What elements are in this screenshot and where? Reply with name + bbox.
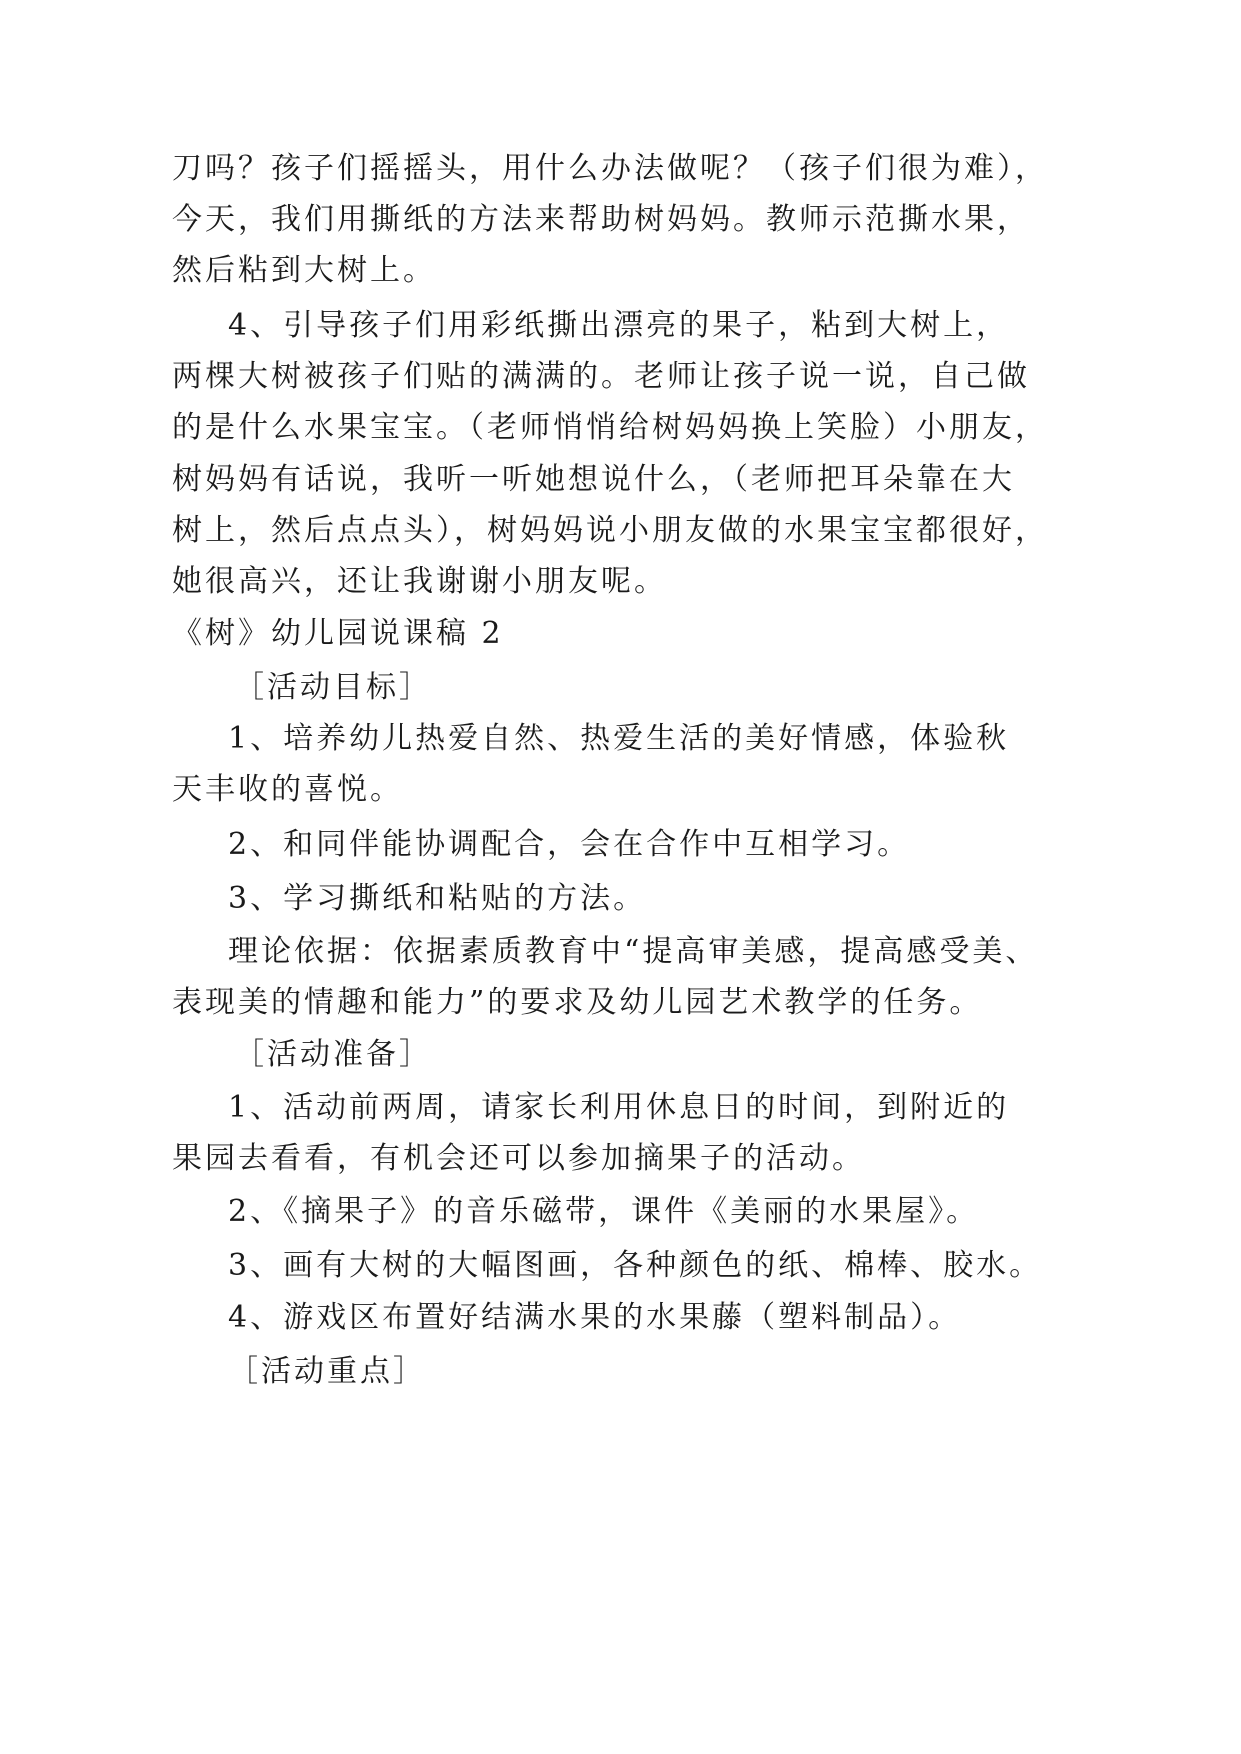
text-line: 1、培养幼儿热爱自然、热爱生活的美好情感，体验秋 (228, 721, 1010, 756)
text-line: 今天，我们用撕纸的方法来帮助树妈妈。教师示范撕水果， (172, 202, 1030, 237)
section-heading: 《树》幼儿园说课稿 2 (172, 616, 504, 651)
text-line: 她很高兴，还让我谢谢小朋友呢。 (172, 564, 667, 599)
subsection-heading: ［活动准备］ (234, 1037, 432, 1072)
text-line: 刀吗？孩子们摇摇头，用什么办法做呢？（孩子们很为难）， (172, 151, 1048, 186)
text-line: 1、活动前两周，请家长利用休息日的时间，到附近的 (228, 1090, 1010, 1125)
text-line: 4、游戏区布置好结满水果的水果藤（塑料制品）。 (228, 1300, 962, 1335)
text-line: 然后粘到大树上。 (172, 253, 436, 288)
text-line: 天丰收的喜悦。 (172, 772, 403, 807)
text-line: 4、引导孩子们用彩纸撕出漂亮的果子，粘到大树上， (228, 308, 1010, 343)
text-line: 果园去看看，有机会还可以参加摘果子的活动。 (172, 1141, 865, 1176)
text-line: 2、《摘果子》的音乐磁带，课件《美丽的水果屋》。 (228, 1194, 980, 1229)
subsection-heading: ［活动重点］ (228, 1354, 426, 1389)
text-line: 的是什么水果宝宝。（老师悄悄给树妈妈换上笑脸）小朋友， (172, 410, 1048, 445)
text-line: 表现美的情趣和能力”的要求及幼儿园艺术教学的任务。 (172, 985, 983, 1020)
text-line: 树妈妈有话说，我听一听她想说什么，（老师把耳朵靠在大 (172, 462, 1015, 497)
text-line: 3、学习撕纸和粘贴的方法。 (228, 881, 647, 916)
text-line: 两棵大树被孩子们贴的满满的。老师让孩子说一说，自己做 (172, 359, 1030, 394)
subsection-heading: ［活动目标］ (234, 670, 432, 705)
text-line: 2、和同伴能协调配合，会在合作中互相学习。 (228, 827, 911, 862)
text-line: 理论依据：依据素质教育中“提高审美感，提高感受美、 (228, 934, 1039, 969)
text-line: 3、画有大树的大幅图画，各种颜色的纸、棉棒、胶水。 (228, 1248, 1043, 1283)
text-line: 树上，然后点点头），树妈妈说小朋友做的水果宝宝都很好， (172, 513, 1048, 548)
